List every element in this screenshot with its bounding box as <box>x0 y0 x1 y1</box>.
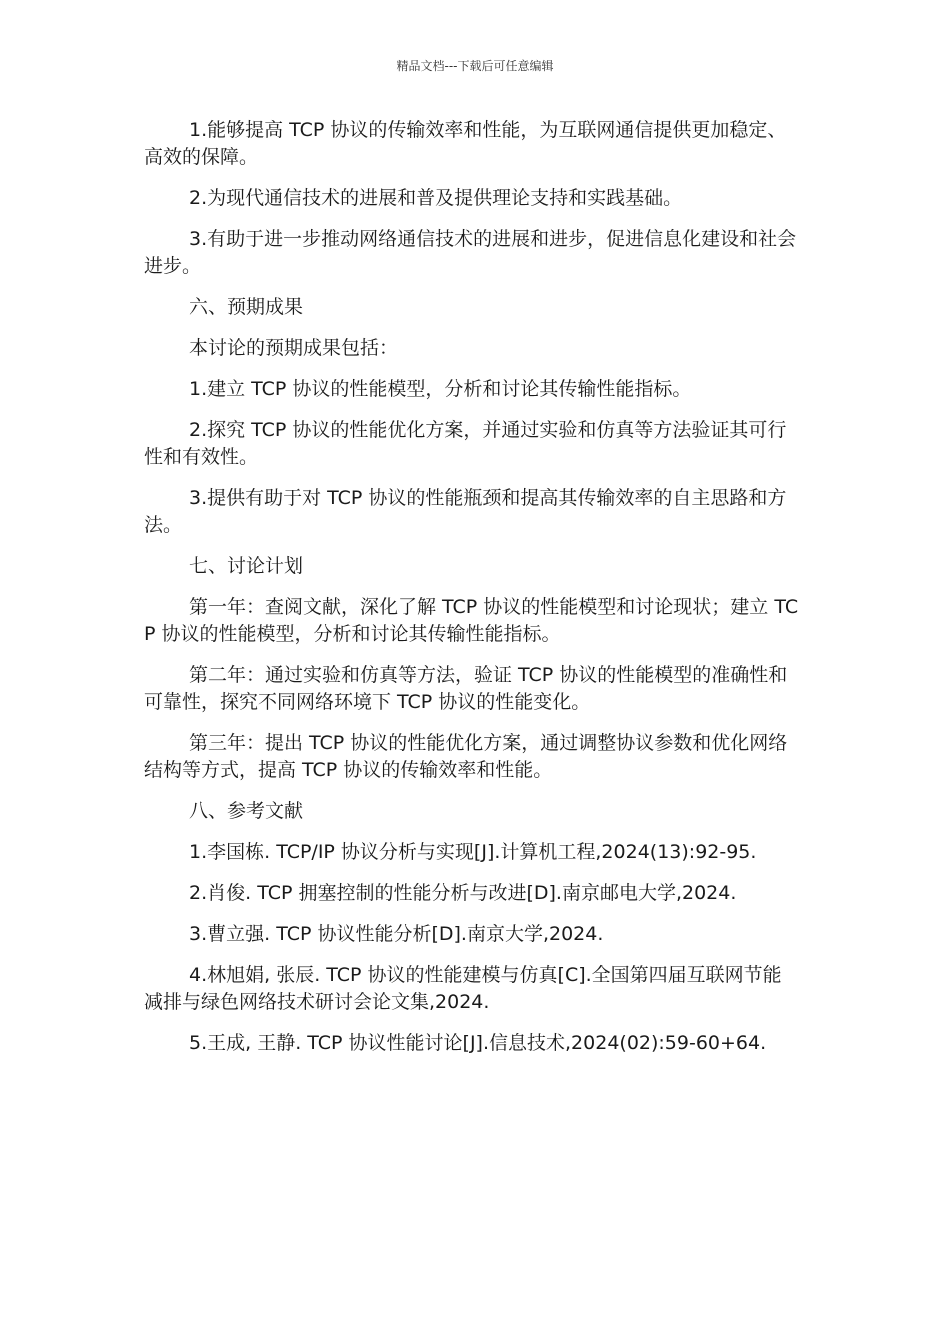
reference-item-5: 5.王成, 王静. TCP 协议性能讨论[J].信息技术,2024(02):59-60+64. <box>189 1032 767 1054</box>
reference-item-1: 1.李国栋. TCP/IP 协议分析与实现[J].计算机工程,2024(13):92-95. <box>189 841 757 863</box>
document-body <box>144 117 800 1071</box>
outcomes-item-2: 2.探究 TCP 协议的性能优化方案，并通过实验和仿真等方法验证其可行性和有效性。 <box>144 419 787 468</box>
reference-item-3: 3.曹立强. TCP 协议性能分析[D].南京大学,2024. <box>189 923 604 945</box>
significance-item-1: 1.能够提高 TCP 协议的传输效率和性能，为互联网通信提供更加稳定、高效的保障。 <box>144 119 787 168</box>
plan-item-year-2: 第二年：通过实验和仿真等方法，验证 TCP 协议的性能模型的准确性和可靠性，探究不同网络环境下 TCP 协议的性能变化。 <box>144 664 788 713</box>
page-header: 精品文档---下载后可任意编辑 <box>396 59 554 73</box>
significance-item-2: 2.为现代通信技术的进展和普及提供理论支持和实践基础。 <box>189 187 683 209</box>
outcomes-intro: 本讨论的预期成果包括： <box>189 337 399 359</box>
reference-item-4: 4.林旭娟, 张辰. TCP 协议的性能建模与仿真[C].全国第四届互联网节能减排与绿色网络技术研讨会论文集,2024. <box>144 964 782 1013</box>
section-heading-references: 八、参考文献 <box>189 800 304 822</box>
outcomes-item-3: 3.提供有助于对 TCP 协议的性能瓶颈和提高其传输效率的自主思路和方法。 <box>144 487 787 536</box>
significance-item-3: 3.有助于进一步推动网络通信技术的进展和进步，促进信息化建设和社会进步。 <box>144 228 797 277</box>
outcomes-item-1: 1.建立 TCP 协议的性能模型，分析和讨论其传输性能指标。 <box>189 378 692 400</box>
plan-item-year-1: 第一年：查阅文献，深化了解 TCP 协议的性能模型和讨论现状；建立 TCP 协议的性能模型，分析和讨论其传输性能指标。 <box>144 596 799 645</box>
section-heading-plan: 七、讨论计划 <box>189 555 304 577</box>
reference-item-2: 2.肖俊. TCP 拥塞控制的性能分析与改进[D].南京邮电大学,2024. <box>189 882 737 904</box>
section-heading-outcomes: 六、预期成果 <box>189 296 304 318</box>
plan-item-year-3: 第三年：提出 TCP 协议的性能优化方案，通过调整协议参数和优化网络结构等方式，提高 TCP 协议的传输效率和性能。 <box>144 732 788 781</box>
